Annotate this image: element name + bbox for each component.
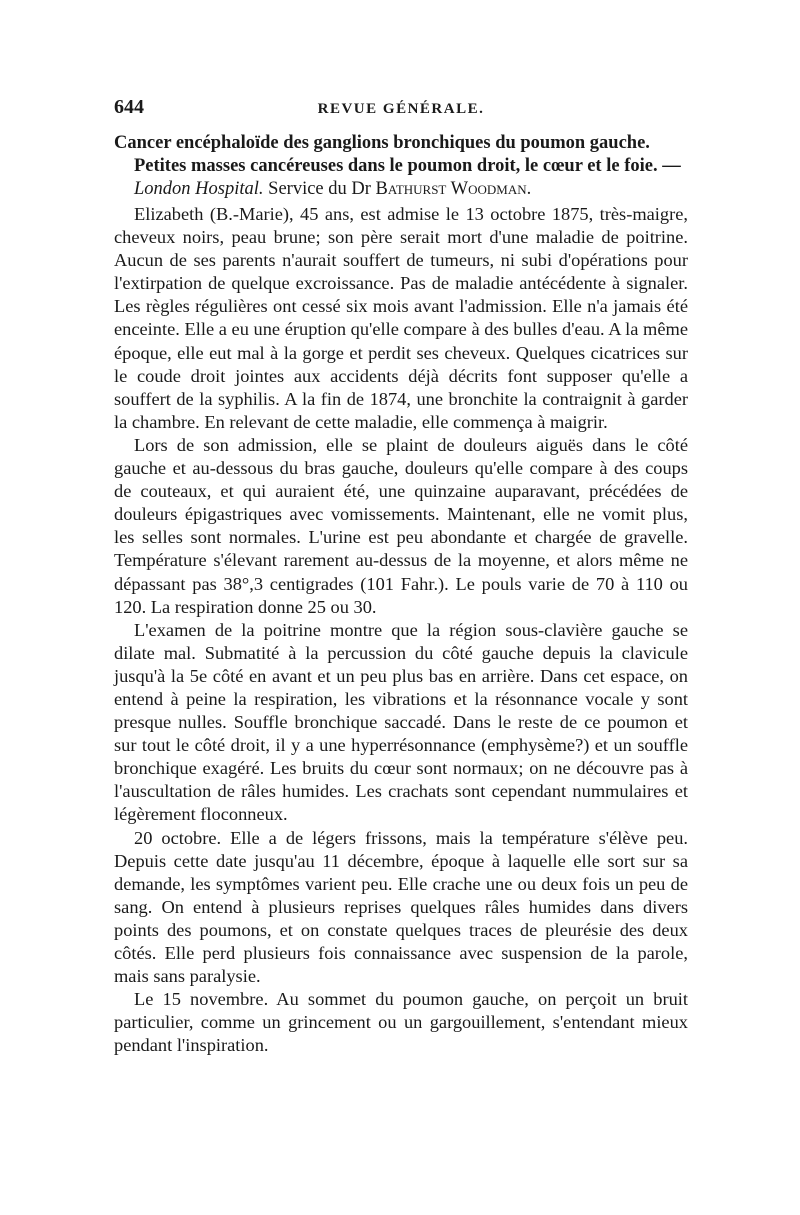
paragraph: Elizabeth (B.-Marie), 45 ans, est admise le 13 octobre 1875, très-maigre, cheveux noirs, peau brune; son père serait mort d'une maladie de poitrine. Aucun de ses parents n'aurait souffert de tumeurs, ni subi d'opérations pour l'extirpation de quelque excroissance. Pas de maladie antécédente à signaler. Les règles régulières ont cessé six mois avant l'admission. Elle n'a jamais été enceinte. Elle a eu une éruption qu'elle compare à des bulles d'eau. A la même époque, elle eut mal à la gorge et perdit ses cheveux. Quelques cicatrices sur le coude droit jointes aux accidents déjà décrits font supposer qu'elle a souffert de la syphilis. A la fin de 1874, une bronchite la contraignit à garder la chambre. En relevant de cette maladie, elle commença à maigrir. — [114, 204, 688, 432]
paragraph: Le 15 novembre. Au sommet du poumon gauche, on perçoit un bruit particulier, comme un grincement ou un gargouillement, s'entendant mieux pendant l'inspiration. — [114, 989, 688, 1056]
running-title: REVUE GÉNÉRALE. — [317, 101, 485, 117]
article-body — [114, 203, 688, 1057]
title-line-2: Petites masses cancéreuses dans le poumon droit, le cœur et le foie. — London Hospital. Service du Dr Bathurst Woodman. — [134, 156, 681, 199]
physician-name: Bathurst Woodman. — [375, 179, 532, 199]
service-prefix: Service du Dr — [268, 179, 371, 199]
hospital-source: London Hospital. — [134, 179, 264, 199]
paragraph: Lors de son admission, elle se plaint de douleurs aiguës dans le côté gauche et au-dessous du bras gauche, douleurs qu'elle compare à des coups de couteaux, et qui auraient été, une quinzaine auparavant, précédées de douleurs épigastriques avec vomissements. Maintenant, elle ne vomit plus, les selles sont normales. L'urine est peu abondante et chargée de gravelle. Température s'élevant rarement au-dessus de la moyenne, et alors même ne dépassant pas 38°,3 centigrades (101 Fahr.). Le pouls varie de 70 à 110 ou 120. La respiration donne 25 ou 30. — [114, 434, 688, 617]
article-title — [114, 132, 688, 201]
page-number: 644 — [114, 96, 144, 118]
paragraph: 20 octobre. Elle a de légers frissons, mais la température s'élève peu. Depuis cette date jusqu'au 11 décembre, époque à laquelle elle sort sur sa demande, les symptômes varient peu. Elle crache une ou deux fois un peu de sang. On entend à plusieurs reprises quelques râles humides dans divers points des poumons, et on constate quelques traces de pleurésie des deux côtés. Elle perd plusieurs fois connaissance avec suspension de la parole, mais sans paralysie. — [114, 827, 688, 987]
running-header — [114, 96, 688, 124]
paragraph: L'examen de la poitrine montre que la région sous-clavière gauche se dilate mal. Submatité à la percussion du côté gauche depuis la clavicule jusqu'à la 5e côté en avant et un peu plus bas en arrière. Dans cet espace, on entend à peine la respiration, les vibrations et la résonnance vocale y sont presque nulles. Souffle bronchique saccadé. Dans le reste de ce poumon et sur tout le côté droit, il y a une hyperrésonnance (emphysème?) et un souffle bronchique exagéré. Les bruits du cœur sont normaux; on ne découvre pas à l'auscultation de râles humides. Les crachats sont cependant nummulaires et légèrement floconneux. — [114, 619, 688, 825]
title-line-1: Cancer encéphaloïde des ganglions bronchiques du poumon gauche. — [114, 133, 650, 153]
